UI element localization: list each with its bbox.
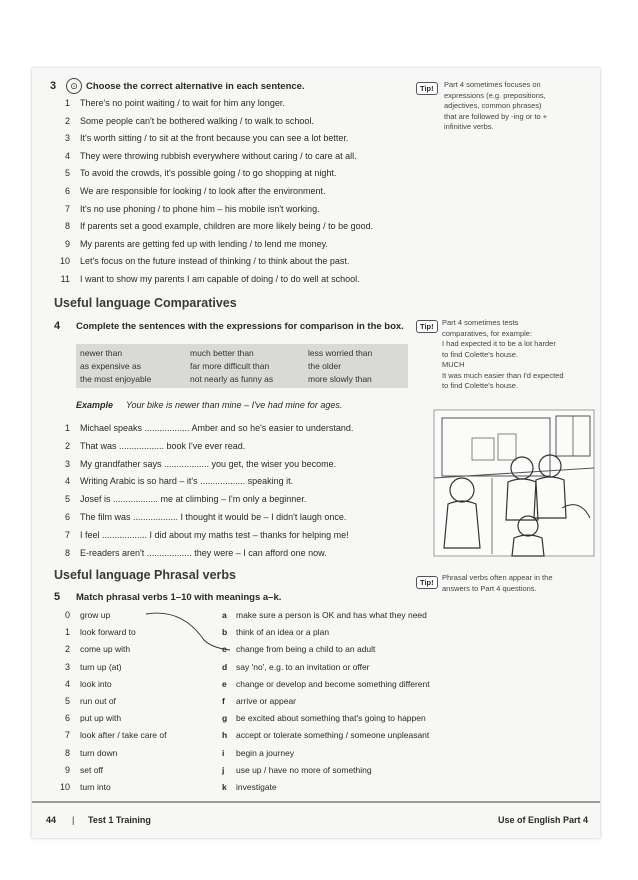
- tip-line: I had expected it to be a lot harder: [442, 339, 556, 348]
- sentence-text: I want to show my parents I am capable of doing / to do well at school.: [80, 274, 360, 284]
- sentence-text: Let's focus on the future instead of thinking / to think about the past.: [80, 256, 350, 267]
- verb-number: 9: [64, 764, 70, 775]
- box-expression: the older: [308, 361, 342, 371]
- sentence-number: 6: [64, 512, 70, 522]
- tip-line: adjectives, common phrases): [444, 101, 542, 110]
- sentence-number: 4: [64, 150, 70, 161]
- phrasal-verb: come up with: [80, 644, 131, 655]
- phrasal-verb: look after / take care of: [80, 730, 167, 741]
- sentence-text: It's worth sitting / to sit at the front because you can see a lot better.: [80, 133, 349, 144]
- verb-number: 8: [64, 747, 70, 758]
- phrasal-verb: turn down: [80, 747, 118, 758]
- verb-number: 10: [59, 782, 70, 792]
- meaning-letter: h: [222, 730, 228, 741]
- tip-line: that are followed by -ing or to +: [444, 111, 548, 121]
- sentence-number: 7: [64, 203, 70, 214]
- meaning-text: change or develop and become something different: [236, 678, 430, 689]
- sentence-number: 9: [64, 238, 70, 249]
- tip-line: Part 4 sometimes tests: [442, 318, 519, 327]
- phrasal-verb: look into: [80, 678, 112, 689]
- sentence-number: 3: [64, 458, 70, 469]
- sentence-number: 2: [64, 115, 70, 126]
- task-5-title: Match phrasal verbs 1–10 with meanings a–k.: [76, 592, 282, 603]
- sentence-text: My parents are getting fed up with lending / to lend me money.: [80, 238, 328, 249]
- sentence-number: 8: [64, 221, 70, 232]
- meaning-letter: f: [222, 696, 225, 706]
- verb-number: 3: [64, 661, 70, 672]
- footer-right-title: Use of English Part 4: [497, 815, 588, 825]
- sentence-number: 3: [64, 133, 70, 144]
- verb-number: 0: [64, 610, 70, 620]
- meaning-letter: d: [222, 661, 228, 672]
- sentence-number: 11: [60, 274, 70, 284]
- meaning-text: change from being a child to an adult: [236, 644, 376, 655]
- meaning-text: say 'no', e.g. to an invitation or offer: [236, 661, 370, 672]
- phrasal-verb: set off: [80, 764, 103, 775]
- sentence-number: 6: [64, 186, 70, 196]
- meaning-letter: c: [222, 644, 227, 655]
- meaning-text: arrive or appear: [236, 696, 297, 706]
- task-3-title: Choose the correct alternative in each sentence.: [86, 81, 305, 92]
- tip-line: comparatives, for example:: [442, 328, 533, 338]
- verb-number: 6: [64, 713, 70, 724]
- tip-line: MUCH: [442, 360, 465, 369]
- task-5-number: 5: [54, 591, 61, 603]
- tip-text: [444, 80, 547, 133]
- sentence-number: 7: [64, 529, 70, 540]
- sentence-text: If parents set a good example, children are more likely being / to be good.: [80, 221, 374, 232]
- tip-text: [442, 318, 564, 392]
- sentence-text: My grandfather says .................. you get, the wiser you become.: [80, 458, 337, 469]
- tip-badge: Tip!: [416, 320, 438, 333]
- tip-badge: Tip!: [416, 82, 438, 95]
- sentence-text: Writing Arabic is so hard – it's .................. speaking it.: [80, 476, 294, 487]
- sentence-text: Michael speaks .................. Amber and so he's easier to understand.: [80, 423, 354, 433]
- tip-line: expressions (e.g. prepositions,: [444, 90, 546, 100]
- sentence-text: To avoid the crowds, it's possible going / to go shopping at night.: [80, 168, 337, 179]
- phrasal-verb: run out of: [80, 696, 116, 706]
- tip-badge: Tip!: [416, 576, 438, 589]
- box-expression: less worried than: [308, 348, 373, 358]
- tip-line: answers to Part 4 questions.: [442, 583, 537, 593]
- section-heading-comparatives: Useful language Comparatives: [54, 296, 237, 310]
- audio-disc-icon: ⊙: [66, 78, 82, 94]
- sentence-text: They were throwing rubbish everywhere without caring / to care at all.: [80, 150, 357, 161]
- sentence-text: Josef is .................. me at climbing – I'm only a beginner.: [80, 494, 307, 505]
- box-expression: far more difficult than: [190, 361, 270, 371]
- meaning-letter: e: [222, 678, 227, 689]
- box-expression: more slowly than: [308, 374, 372, 384]
- task-3-number: 3: [50, 80, 57, 92]
- meaning-text: be excited about something that's going to happen: [236, 713, 426, 724]
- meaning-text: begin a journey: [236, 747, 295, 758]
- footer-separator: |: [72, 815, 75, 825]
- task-4-number: 4: [54, 320, 61, 332]
- verb-number: 5: [64, 696, 70, 706]
- footer-rule: [32, 801, 600, 803]
- meaning-letter: j: [222, 764, 225, 775]
- tip-line: Phrasal verbs often appear in the: [442, 573, 553, 582]
- textbook-page: [32, 68, 600, 838]
- meaning-text: use up / have no more of something: [236, 764, 372, 775]
- phrasal-verb: put up with: [80, 713, 122, 724]
- verb-number: 1: [64, 627, 70, 638]
- box-expression: the most enjoyable: [80, 374, 152, 384]
- sentence-text: The film was .................. I thought it would be – I didn't laugh once.: [80, 512, 347, 522]
- sentence-text: We are responsible for looking / to look after the environment.: [80, 186, 326, 196]
- example-text: Your bike is newer than mine – I've had mine for ages.: [126, 400, 343, 410]
- section-heading-phrasal-verbs: Useful language Phrasal verbs: [54, 568, 237, 582]
- tip-line: infinitive verbs.: [444, 122, 494, 131]
- meaning-text: think of an idea or a plan: [236, 627, 330, 638]
- page-number: 44: [46, 815, 57, 825]
- sentence-text: Some people can't be bothered walking / to walk to school.: [80, 115, 314, 126]
- sentence-number: 5: [64, 168, 70, 179]
- sentence-number: 2: [64, 440, 70, 451]
- illustration-students-on-bus: [432, 408, 596, 558]
- verb-number: 7: [64, 730, 70, 741]
- sentence-number: 1: [64, 98, 70, 108]
- sentence-number: 8: [64, 547, 70, 558]
- box-expression: as expensive as: [80, 361, 141, 371]
- sentence-number: 4: [64, 476, 70, 487]
- phrasal-verb: grow up: [80, 610, 111, 620]
- tip-line: Part 4 sometimes focuses on: [444, 80, 541, 89]
- verb-number: 2: [64, 644, 70, 655]
- tip-line: to find Colette's house.: [442, 381, 519, 390]
- meaning-letter: i: [222, 747, 225, 758]
- sentence-text: That was .................. book I've ever read.: [80, 440, 246, 451]
- sentence-text: It's no use phoning / to phone him – his mobile isn't working.: [80, 203, 320, 214]
- phrasal-verb: look forward to: [80, 627, 136, 638]
- meaning-letter: b: [222, 627, 228, 638]
- sentence-text: E-readers aren't .................. they were – I can afford one now.: [80, 547, 327, 558]
- meaning-letter: k: [222, 782, 227, 792]
- footer-left-title: Test 1 Training: [88, 815, 151, 825]
- box-expression: not nearly as funny as: [190, 374, 274, 384]
- sentence-text: I feel .................. I did about my maths test – thanks for helping me!: [80, 529, 349, 540]
- sentence-number: 1: [64, 423, 70, 433]
- phrasal-verb: turn into: [80, 782, 111, 792]
- sentence-number: 5: [64, 494, 70, 505]
- meaning-text: investigate: [236, 782, 277, 792]
- meaning-letter: a: [222, 610, 227, 620]
- sentence-text: There's no point waiting / to wait for him any longer.: [80, 98, 285, 108]
- example-match-line: [142, 608, 232, 655]
- meaning-letter: g: [222, 713, 228, 724]
- box-expression: newer than: [80, 348, 123, 358]
- meaning-text: make sure a person is OK and has what they need: [236, 610, 427, 620]
- box-expression: much better than: [190, 348, 254, 358]
- phrasal-verb: turn up (at): [80, 661, 122, 672]
- meaning-text: accept or tolerate something / someone unpleasant: [236, 730, 430, 741]
- sentence-number: 10: [59, 256, 70, 267]
- tip-line: It was much easier than I'd expected: [442, 370, 564, 380]
- example-label: Example: [76, 400, 114, 410]
- task-4-title: Complete the sentences with the expressions for comparison in the box.: [76, 321, 404, 332]
- verb-number: 4: [64, 678, 70, 689]
- tip-text: [442, 573, 553, 594]
- tip-line: to find Colette's house.: [442, 349, 519, 359]
